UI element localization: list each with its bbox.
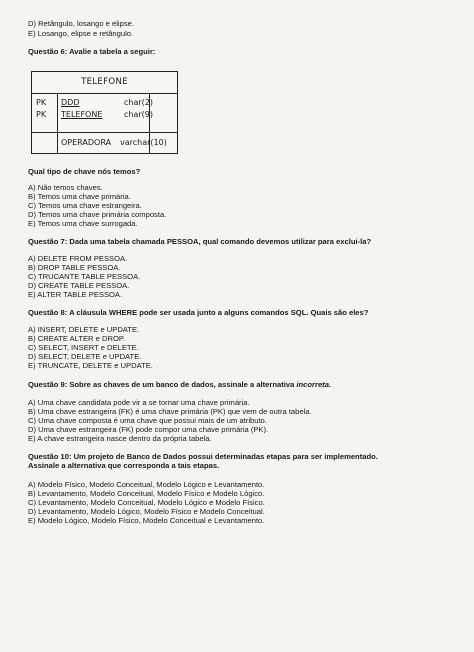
table-name: TELEFONE: [32, 72, 177, 94]
question-8-title: Questão 8: A cláusula WHERE pode ser usada junto a alguns comandos SQL. Quais são eles?: [28, 308, 369, 317]
question-7-title: Questão 7: Dada uma tabela chamada PESSOA, qual comando devemos utilizar para exclui-la?: [28, 237, 372, 246]
q8-option-b: B) CREATE ALTER e DROP.: [28, 334, 126, 343]
question-9-emphasis: incorreta: [296, 380, 329, 389]
q9-option-c: C) Uma chave composta é uma chave que possui mais de um atributo.: [28, 416, 267, 425]
table-key-cell: PK: [36, 98, 47, 107]
table-divider: [57, 94, 58, 153]
q9-option-d: D) Uma chave estrangeira (FK) pode compor uma chave primária (PK).: [28, 425, 269, 434]
q10-option-c: C) Levantamento, Modelo Conceitual, Modelo Lógico e Modelo Físico.: [28, 498, 265, 507]
option-d-prev: D) Retângulo, losango e elipse.: [28, 19, 134, 28]
q8-option-c: C) SELECT, INSERT e DELETE.: [28, 343, 139, 352]
q10-option-a: A) Modelo Físico, Modelo Conceitual, Modelo Lógico e Levantamento.: [28, 480, 265, 489]
question-9-title-end: .: [328, 380, 332, 389]
q7-option-e: E) ALTER TABLE PESSOA.: [28, 290, 123, 299]
table-divider: [32, 132, 177, 133]
q7-option-a: A) DELETE FROM PESSOA.: [28, 254, 128, 263]
question-9-title-text: Questão 9: Sobre as chaves de um banco de dados, assinale a alternativa: [28, 380, 297, 389]
question-6-title: Questão 6: Avalie a tabela a seguir:: [28, 47, 156, 56]
q7-option-d: D) CREATE TABLE PESSOA.: [28, 281, 130, 290]
option-e-prev: E) Losango, elipse e retângulo.: [28, 29, 134, 38]
table-type-cell: char(9): [124, 110, 153, 119]
q8-option-a: A) INSERT, DELETE e UPDATE.: [28, 325, 140, 334]
q8-option-e: E) TRUNCATE, DELETE e UPDATE.: [28, 361, 153, 370]
q6-option-d: D) Temos uma chave primária composta.: [28, 210, 167, 219]
q9-option-e: E) A chave estrangeira nasce dentro da própria tabela.: [28, 434, 212, 443]
question-10-title-cont: Assinale a alternativa que corresponda a tais etapas.: [28, 461, 220, 470]
q9-option-a: A) Uma chave candidata pode vir a se tornar uma chave primária.: [28, 398, 250, 407]
table-type-cell: varchar(10): [120, 138, 167, 147]
question-10-title: Questão 10: Um projeto de Banco de Dados possui determinadas etapas para ser implementado.: [28, 452, 378, 461]
q10-option-d: D) Levantamento, Modelo Lógico, Modelo Físico e Modelo Conceitual.: [28, 507, 265, 516]
q8-option-d: D) SELECT, DELETE e UPDATE.: [28, 352, 142, 361]
table-field-cell: TELEFONE: [61, 110, 103, 119]
q7-option-c: C) TRUCANTE TABLE PESSOA.: [28, 272, 141, 281]
table-type-cell: char(2): [124, 98, 153, 107]
q10-option-b: B) Levantamento, Modelo Conceitual, Modelo Físico e Modelo Lógico.: [28, 489, 265, 498]
q9-option-b: B) Uma chave estrangeira (FK) é uma chave primária (PK) que vem de outra tabela.: [28, 407, 312, 416]
telefone-table: [31, 71, 178, 154]
q6-option-e: E) Temos uma chave surrogada.: [28, 219, 138, 228]
q6-option-a: A) Não temos chaves.: [28, 183, 103, 192]
question-6-prompt: Qual tipo de chave nós temos?: [28, 167, 141, 176]
table-key-cell: PK: [36, 110, 47, 119]
q10-option-e: E) Modelo Lógico, Modelo Físico, Modelo Conceitual e Levantamento.: [28, 516, 265, 525]
table-field-cell: OPERADORA: [61, 138, 112, 147]
table-field-cell: DDD: [61, 98, 80, 107]
q6-option-b: B) Temos uma chave primária.: [28, 192, 131, 201]
question-9-title: [28, 380, 331, 389]
q6-option-c: C) Temos uma chave estrangeira.: [28, 201, 142, 210]
q7-option-b: B) DROP TABLE PESSOA.: [28, 263, 121, 272]
